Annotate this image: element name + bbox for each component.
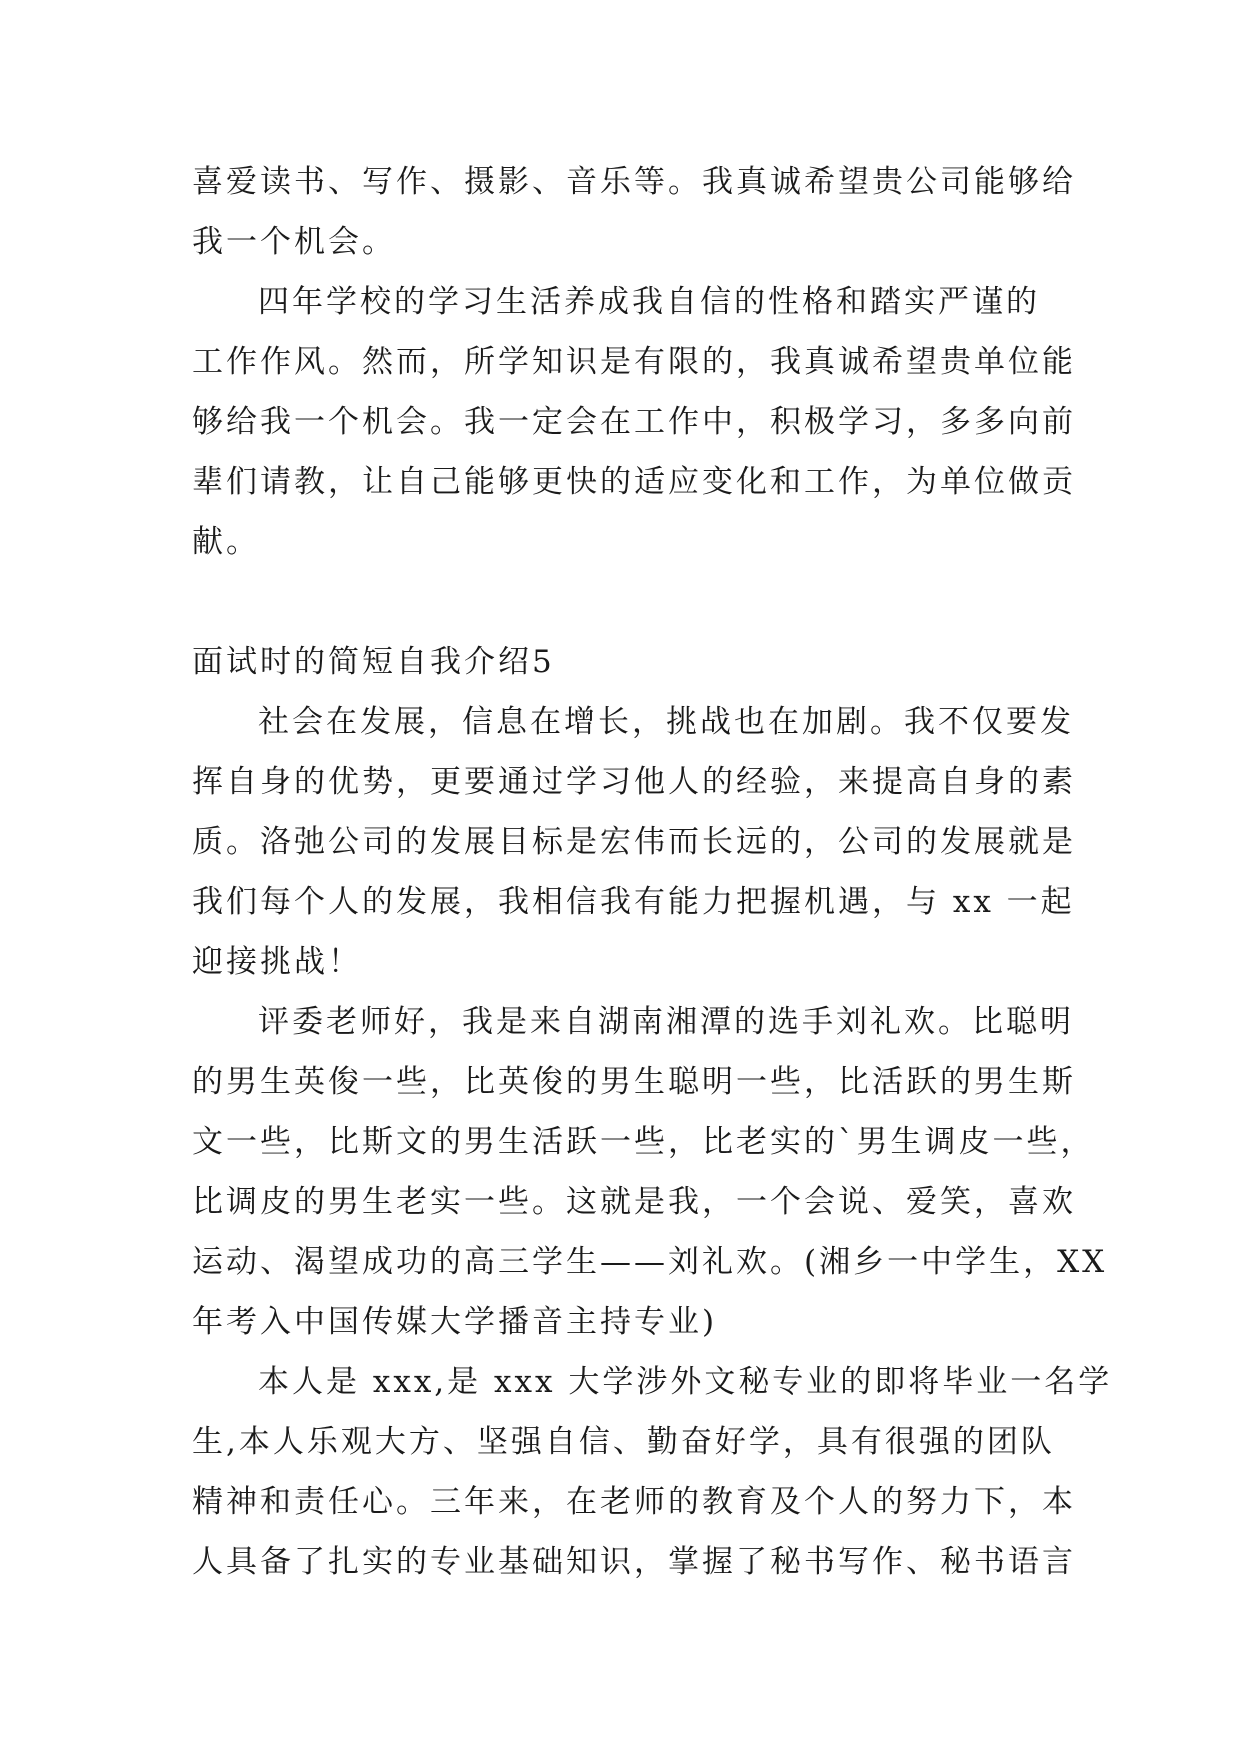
text-line: 献。 bbox=[192, 524, 260, 560]
text-line: 质。洛弛公司的发展目标是宏伟而长远的，公司的发展就是 bbox=[192, 824, 1076, 860]
text-line: 的男生英俊一些，比英俊的男生聪明一些，比活跃的男生斯 bbox=[192, 1064, 1076, 1100]
text-line: 我一个机会。 bbox=[192, 224, 396, 260]
text-line: 迎接挑战！ bbox=[192, 944, 362, 980]
text-line: 生,本人乐观大方、坚强自信、勤奋好学，具有很强的团队 bbox=[192, 1424, 1055, 1460]
text-line: 够给我一个机会。我一定会在工作中，积极学习，多多向前 bbox=[192, 404, 1076, 440]
text-line: 评委老师好，我是来自湖南湘潭的选手刘礼欢。比聪明 bbox=[258, 1004, 1074, 1040]
text-line: 运动、渴望成功的高三学生——刘礼欢。(湘乡一中学生，XX bbox=[192, 1244, 1108, 1280]
paragraph-judges bbox=[192, 992, 1108, 1352]
text-line: 四年学校的学习生活养成我自信的性格和踏实严谨的 bbox=[258, 284, 1040, 320]
text-line: 工作作风。然而，所学知识是有限的，我真诚希望贵单位能 bbox=[192, 344, 1076, 380]
document-page bbox=[192, 152, 1113, 1592]
section-gap bbox=[192, 572, 1052, 632]
paragraph-society bbox=[192, 692, 1076, 992]
text-line: 社会在发展，信息在增长，挑战也在加剧。我不仅要发 bbox=[258, 704, 1074, 740]
text-line: 人具备了扎实的专业基础知识，掌握了秘书写作、秘书语言 bbox=[192, 1544, 1076, 1580]
paragraph-continuation bbox=[192, 152, 1076, 272]
paragraph-secretary bbox=[192, 1352, 1113, 1592]
text-line: 我们每个人的发展，我相信我有能力把握机遇，与 xx 一起 bbox=[192, 884, 1075, 920]
text-line: 喜爱读书、写作、摄影、音乐等。我真诚希望贵公司能够给 bbox=[192, 164, 1076, 200]
text-line: 挥自身的优势，更要通过学习他人的经验，来提高自身的素 bbox=[192, 764, 1076, 800]
text-line: 辈们请教，让自己能够更快的适应变化和工作，为单位做贡 bbox=[192, 464, 1076, 500]
section-heading: 面试时的简短自我介绍5 bbox=[192, 644, 555, 680]
text-line: 精神和责任心。三年来，在老师的教育及个人的努力下，本 bbox=[192, 1484, 1076, 1520]
text-line: 年考入中国传媒大学播音主持专业) bbox=[192, 1304, 718, 1340]
text-line: 本人是 xxx,是 xxx 大学涉外文秘专业的即将毕业一名学 bbox=[258, 1364, 1113, 1400]
text-line: 文一些，比斯文的男生活跃一些，比老实的`男生调皮一些， bbox=[192, 1124, 1095, 1160]
text-line: 比调皮的男生老实一些。这就是我，一个会说、爱笑，喜欢 bbox=[192, 1184, 1076, 1220]
paragraph-school bbox=[192, 272, 1076, 572]
